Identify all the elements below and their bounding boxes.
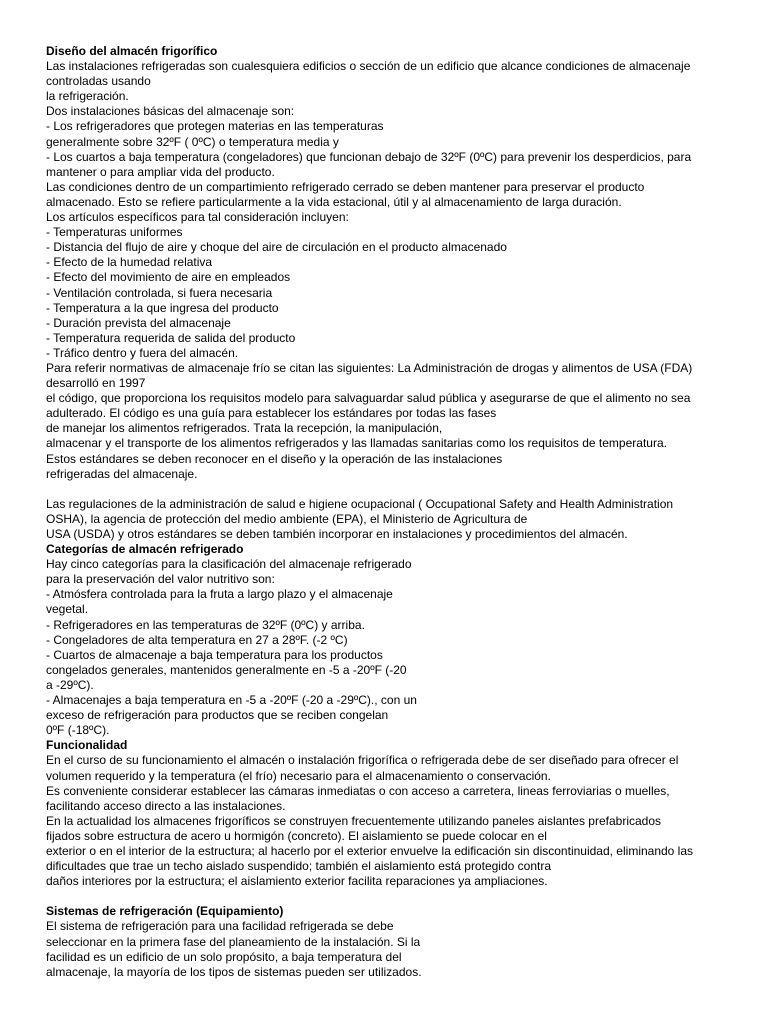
section-heading: Categorías de almacén refrigerado bbox=[46, 542, 244, 557]
text-line: En el curso de su funcionamiento el almacén o instalación frigorífica o refrigerada debe de ser diseñado para ofrecer el bbox=[46, 753, 679, 768]
text-line: desarrolló en 1997 bbox=[46, 376, 146, 391]
text-line: almacenado. Esto se refiere particularmente a la vida estacional, útil y al almacenamiento de larga duración. bbox=[46, 194, 622, 209]
text-line: facilitando acceso directo a las instalaciones. bbox=[46, 798, 286, 813]
text-line: generalmente sobre 32ºF ( 0ºC) o temperatura media y bbox=[46, 134, 339, 149]
text-line: - Refrigeradores en las temperaturas de 32ºF (0ºC) y arriba. bbox=[46, 617, 365, 632]
text-line: - Atmósfera controlada para la fruta a largo plazo y el almacenaje bbox=[46, 587, 393, 602]
text-line: fijados sobre estructura de acero u hormigón (concreto). El aislamiento se puede colocar en el bbox=[46, 828, 547, 843]
blank-line bbox=[46, 889, 736, 904]
text-line: - Temperaturas uniformes bbox=[46, 225, 183, 240]
text-line: dificultades que trae un techo aislado suspendido; también el aislamiento está protegido contra bbox=[46, 859, 551, 874]
text-line: refrigeradas del almacenaje. bbox=[46, 466, 198, 481]
text-line: el código, que proporciona los requisitos modelo para salvaguardar salud pública y asegurarse de que el alimento no sea bbox=[46, 391, 691, 406]
text-line: Para referir normativas de almacenaje frío se citan las siguientes: La Administración de drogas y alimentos de USA (FDA) bbox=[46, 360, 693, 375]
text-line: - Congeladores de alta temperatura en 27 a 28ºF. (-2 ºC) bbox=[46, 632, 348, 647]
text-line: - Los cuartos a baja temperatura (congeladores) que funcionan debajo de 32ºF (0ºC) para prevenir los desperdicios, para bbox=[46, 149, 692, 164]
text-line: - Almacenajes a baja temperatura en -5 a -20ºF (-20 a -29ºC)., con un bbox=[46, 693, 417, 708]
text-line: para la preservación del valor nutritivo son: bbox=[46, 572, 275, 587]
text-line: a -29ºC). bbox=[46, 677, 94, 692]
section-heading: Funcionalidad bbox=[46, 738, 128, 753]
text-line: Las regulaciones de la administración de salud e higiene ocupacional ( Occupational Safety and Health Administration bbox=[46, 496, 674, 511]
text-line: El sistema de refrigeración para una facilidad refrigerada se debe bbox=[46, 919, 394, 934]
text-line: - Temperatura requerida de salida del producto bbox=[46, 330, 296, 345]
text-line: 0ºF (-18ºC). bbox=[46, 723, 110, 738]
text-line: En la actualidad los almacenes frigoríficos se construyen frecuentemente utilizando paneles aislantes prefabricados bbox=[46, 813, 662, 828]
text-line: congelados generales, mantenidos generalmente en -5 a -20ºF (-20 bbox=[46, 662, 407, 677]
text-line: USA (USDA) y otros estándares se deben también incorporar en instalaciones y procedimientos del almacén. bbox=[46, 527, 628, 541]
text-line: - Cuartos de almacenaje a baja temperatura para los productos bbox=[46, 647, 383, 662]
text-line: - Efecto del movimiento de aire en empleados bbox=[46, 270, 291, 285]
text-line: la refrigeración. bbox=[46, 89, 129, 104]
text-line: exceso de refrigeración para productos que se reciben congelan bbox=[46, 708, 389, 723]
text-line: adulterado. El código es una guía para establecer los estándares por todas las fases bbox=[46, 406, 497, 421]
section-heading: Diseño del almacén frigorífico bbox=[46, 44, 218, 58]
text-line: Es conveniente considerar establecer las cámaras inmediatas o con acceso a carretera, lineas ferroviarias o muelles, bbox=[46, 783, 670, 798]
text-line: - Distancia del flujo de aire y choque del aire de circulación en el producto almacenado bbox=[46, 240, 507, 255]
text-line: - Temperatura a la que ingresa del producto bbox=[46, 300, 279, 315]
text-line: - Ventilación controlada, si fuera necesaria bbox=[46, 285, 273, 300]
text-line: daños interiores por la estructura; el aislamiento exterior facilita reparaciones ya ampliaciones. bbox=[46, 874, 548, 889]
text-line: - Tráfico dentro y fuera del almacén. bbox=[46, 345, 239, 360]
text-line: controladas usando bbox=[46, 74, 151, 89]
text-line: exterior o en el interior de la estructura; al hacerlo por el exterior envuelve la edificación sin discontinuidad, eliminando las bbox=[46, 843, 694, 858]
text-line: Hay cinco categorías para la clasificación del almacenaje refrigerado bbox=[46, 557, 412, 572]
section-heading: Sistemas de refrigeración (Equipamiento) bbox=[46, 904, 284, 919]
text-line: - Duración prevista del almacenaje bbox=[46, 315, 231, 330]
text-line: almacenaje, la mayoría de los tipos de sistemas pueden ser utilizados. bbox=[46, 964, 422, 979]
text-line: Los artículos específicos para tal consideración incluyen: bbox=[46, 210, 349, 225]
text-line: volumen requerido y la temperatura (el frío) necesario para el almacenamiento o conservación. bbox=[46, 768, 551, 783]
text-line: mantener o para ampliar vida del producto. bbox=[46, 164, 275, 179]
text-line: seleccionar en la primera fase del planeamiento de la instalación. Si la bbox=[46, 934, 421, 949]
text-line: Las condiciones dentro de un compartimiento refrigerado cerrado se deben mantener para preservar el producto bbox=[46, 179, 645, 194]
text-line: vegetal. bbox=[46, 602, 89, 617]
text-line: Las instalaciones refrigeradas son cualesquiera edificios o sección de un edificio que alcance condiciones de almacenaje bbox=[46, 59, 691, 74]
document-body bbox=[46, 44, 736, 980]
text-line: almacenar y el transporte de los alimentos refrigerados y las llamadas sanitarias como los requisitos de temperatura. bbox=[46, 436, 667, 451]
text-line: Estos estándares se deben reconocer en el diseño y la operación de las instalaciones bbox=[46, 451, 503, 466]
text-line: de manejar los alimentos refrigerados. Trata la recepción, la manipulación, bbox=[46, 421, 443, 436]
text-line: facilidad es un edificio de un solo propósito, a baja temperatura del bbox=[46, 949, 402, 964]
blank-line bbox=[46, 482, 736, 497]
text-line: OSHA), la agencia de protección del medio ambiente (EPA), el Ministerio de Agricultura de bbox=[46, 511, 528, 526]
text-line: Dos instalaciones básicas del almacenaje son: bbox=[46, 104, 295, 119]
text-line: - Los refrigeradores que protegen materias en las temperaturas bbox=[46, 119, 384, 134]
text-line: - Efecto de la humedad relativa bbox=[46, 255, 213, 270]
